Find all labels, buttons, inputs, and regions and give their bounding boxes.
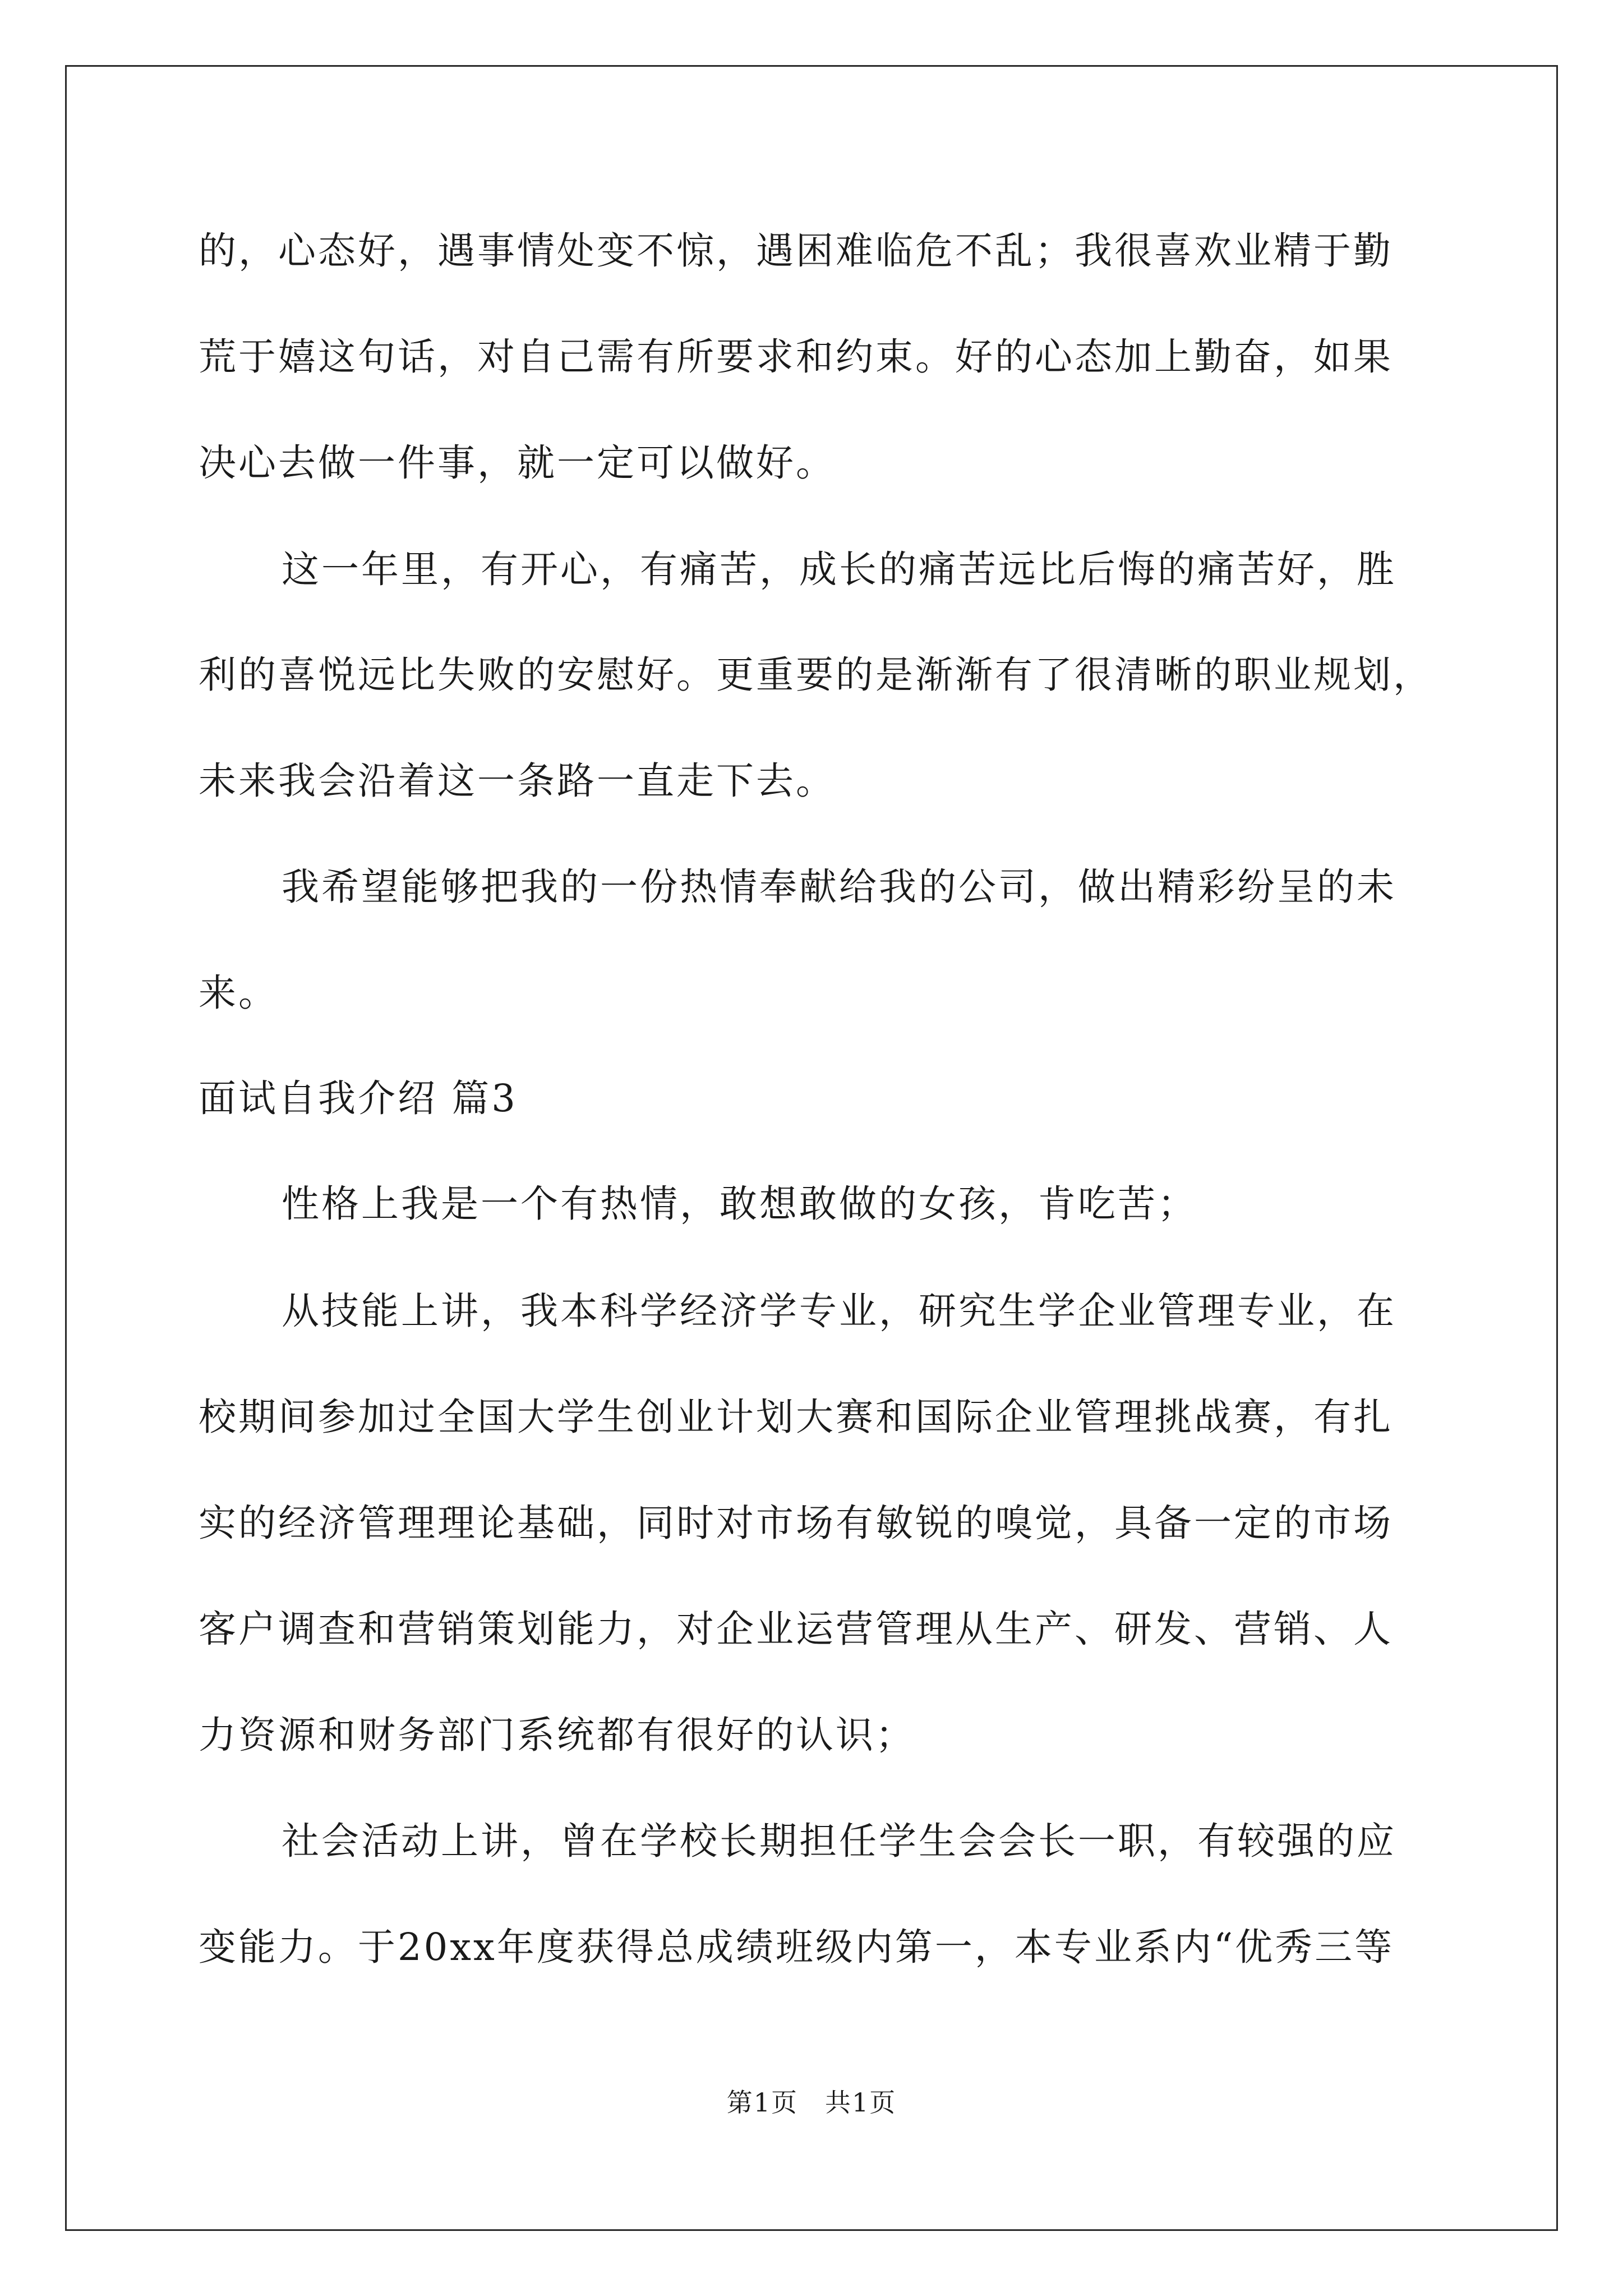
page-border — [65, 65, 1558, 2231]
text-line: 客户调查和营销策划能力，对企业运营管理从生产、研发、营销、人 — [199, 1607, 1393, 1651]
text-line: 变能力。于20xx年度获得总成绩班级内第一，本专业系内“优秀三等 — [199, 1925, 1395, 1969]
text-line: 荒于嬉这句话，对自己需有所要求和约束。好的心态加上勤奋，如果 — [199, 335, 1393, 379]
text-line: 从技能上讲，我本科学经济学专业，研究生学企业管理专业，在 — [282, 1289, 1396, 1333]
text-line: 这一年里，有开心，有痛苦，成长的痛苦远比后悔的痛苦好，胜 — [282, 547, 1396, 591]
page-number-footer: 第1页 共1页 — [726, 2087, 897, 2118]
text-line: 的，心态好，遇事情处变不惊，遇困难临危不乱；我很喜欢业精于勤 — [199, 229, 1393, 273]
text-line: 未来我会沿着这一条路一直走下去。 — [199, 759, 836, 803]
text-line: 实的经济管理理论基础，同时对市场有敏锐的嗅觉，具备一定的市场 — [199, 1501, 1393, 1545]
text-line: 性格上我是一个有热情，敢想敢做的女孩，肯吃苦； — [282, 1182, 1197, 1226]
text-line: 决心去做一件事，就一定可以做好。 — [199, 441, 836, 485]
text-line: 校期间参加过全国大学生创业计划大赛和国际企业管理挑战赛，有扎 — [199, 1395, 1393, 1439]
text-line: 来。 — [199, 971, 278, 1015]
text-line: 利的喜悦远比失败的安慰好。更重要的是渐渐有了很清晰的职业规划， — [199, 653, 1433, 697]
text-line: 社会活动上讲，曾在学校长期担任学生会会长一职，有较强的应 — [282, 1819, 1396, 1863]
text-line: 力资源和财务部门系统都有很好的认识； — [199, 1713, 915, 1757]
section-heading: 面试自我介绍 篇3 — [199, 1076, 518, 1120]
text-line: 我希望能够把我的一份热情奉献给我的公司，做出精彩纷呈的未 — [282, 865, 1396, 909]
